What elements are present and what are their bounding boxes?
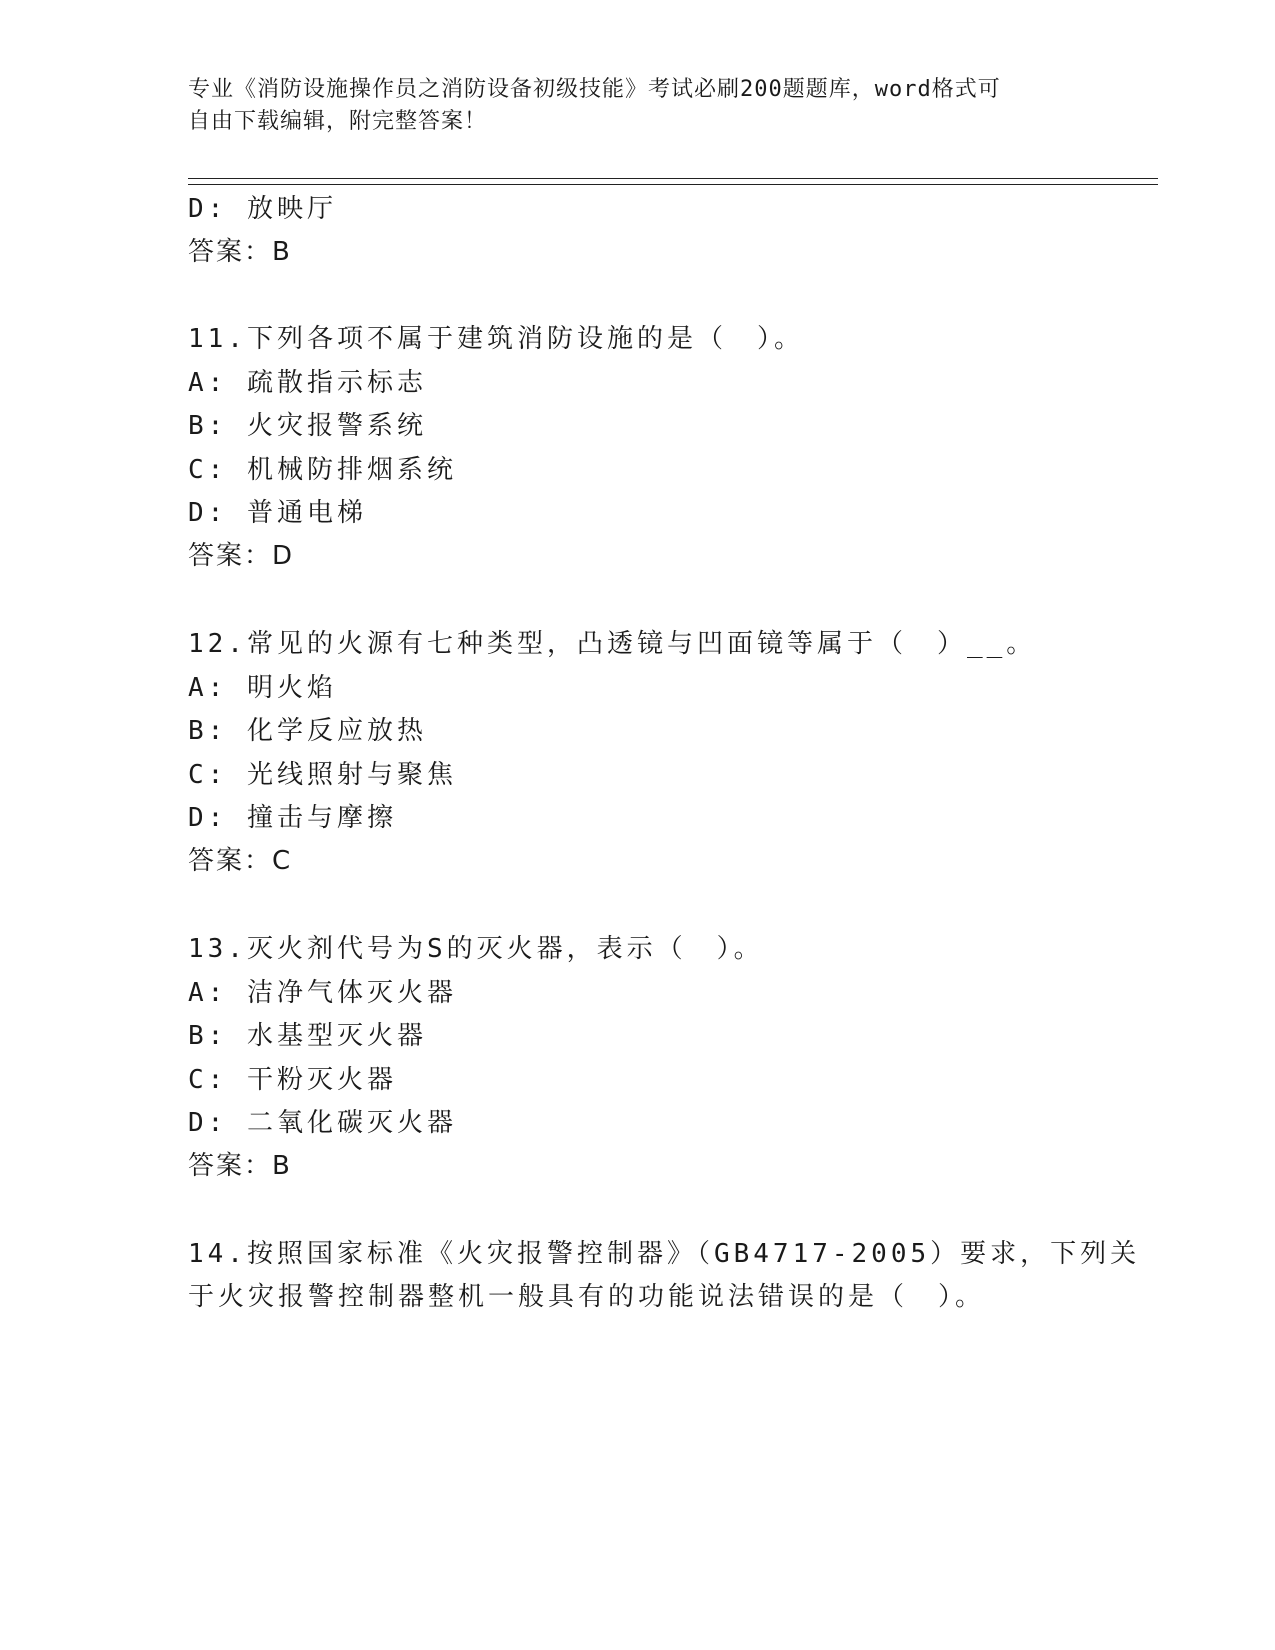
option-d-q12: D: 撞击与摩擦 <box>188 803 397 833</box>
question-12: 12.常见的火源有七种类型，凸透镜与凹面镜等属于（ ）__。 <box>188 629 1037 659</box>
option-d-q10: D: 放映厅 <box>188 194 337 224</box>
answer-q11: 答案：D <box>188 541 295 571</box>
header-divider-bottom <box>188 184 1158 185</box>
answer-q12: 答案：C <box>188 846 293 876</box>
option-b-q12: B: 化学反应放热 <box>188 716 427 746</box>
answer-q13: 答案：B <box>188 1151 292 1181</box>
option-d-q13: D: 二氧化碳灭火器 <box>188 1108 457 1138</box>
option-a-q12: A: 明火焰 <box>188 673 337 703</box>
option-a-q11: A: 疏散指示标志 <box>188 368 427 398</box>
question-14-line-1: 14.按照国家标准《火灾报警控制器》（GB4717-2005）要求，下列关 <box>188 1239 1141 1269</box>
question-11: 11.下列各项不属于建筑消防设施的是（ ）。 <box>188 324 804 354</box>
header-divider-top <box>188 178 1158 179</box>
answer-q10: 答案：B <box>188 237 292 267</box>
document-header <box>188 74 1088 138</box>
option-b-q13: B: 水基型灭火器 <box>188 1021 427 1051</box>
option-c-q12: C: 光线照射与聚焦 <box>188 760 457 790</box>
question-14-line-2: 于火灾报警控制器整机一般具有的功能说法错误的是（ ）。 <box>188 1282 986 1312</box>
option-d-q11: D: 普通电梯 <box>188 498 367 528</box>
option-c-q11: C: 机械防排烟系统 <box>188 455 457 485</box>
question-13: 13.灭火剂代号为S的灭火器，表示（ ）。 <box>188 934 764 964</box>
option-a-q13: A: 洁净气体灭火器 <box>188 978 457 1008</box>
header-line-1: 专业《消防设施操作员之消防设备初级技能》考试必刷200题题库，word格式可 <box>188 77 1001 102</box>
option-b-q11: B: 火灾报警系统 <box>188 411 427 441</box>
header-line-2: 自由下载编辑，附完整答案！ <box>188 109 488 134</box>
option-c-q13: C: 干粉灭火器 <box>188 1065 397 1095</box>
